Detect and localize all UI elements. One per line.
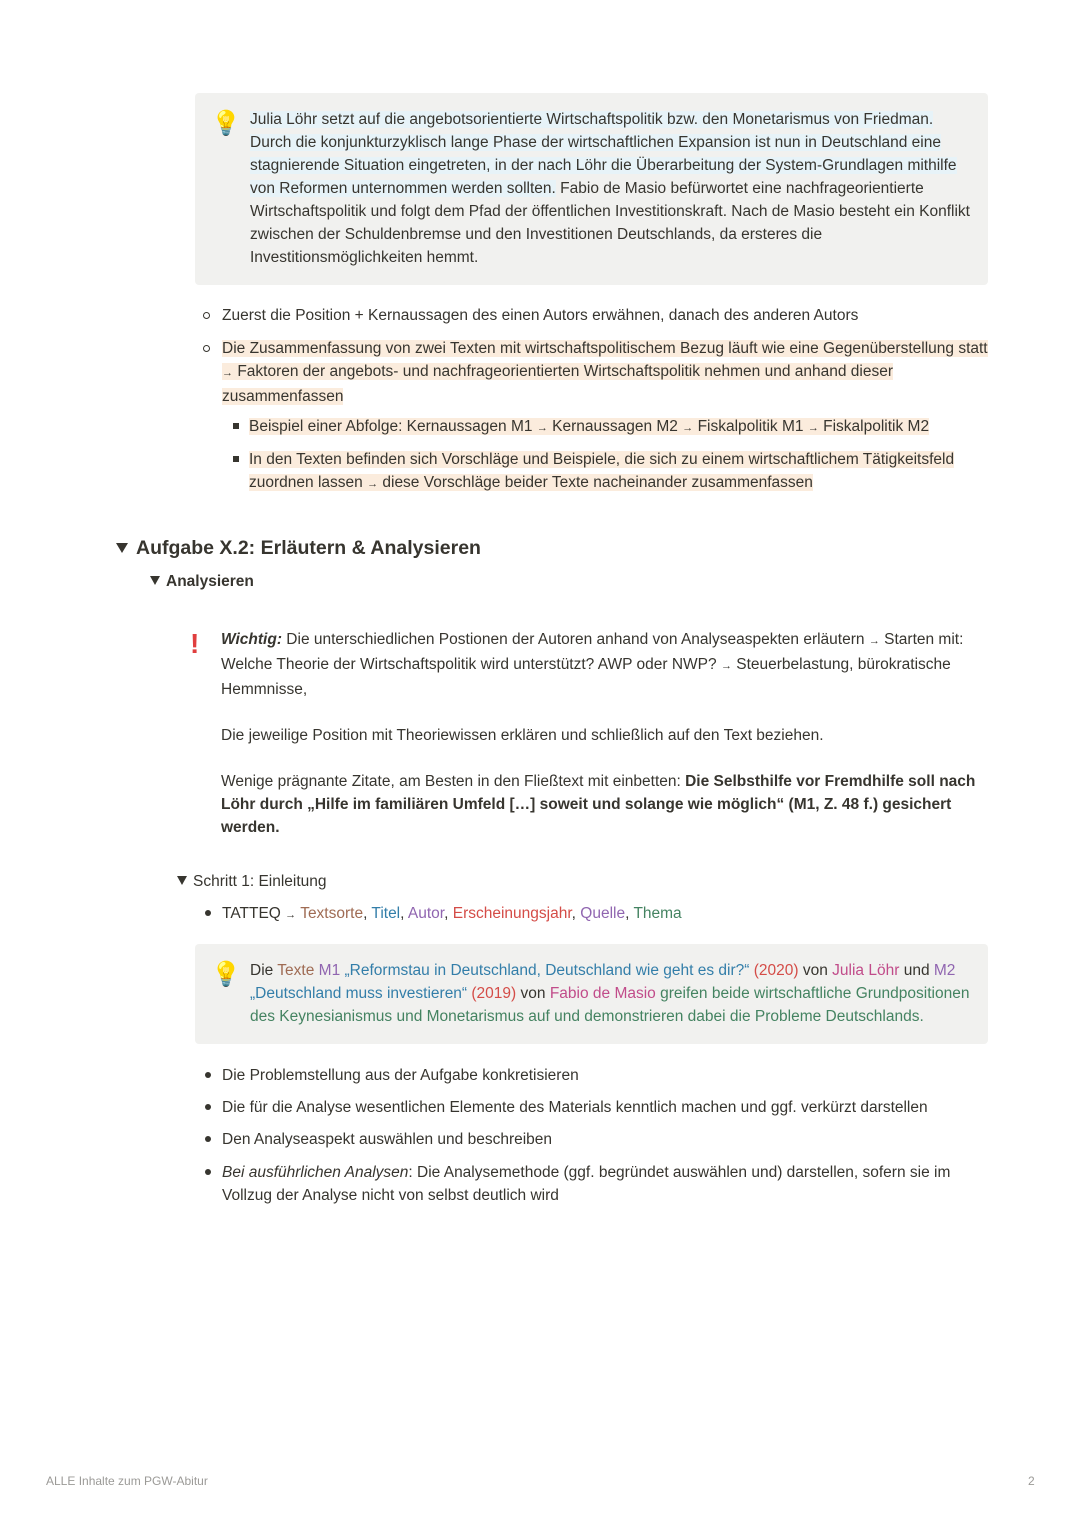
arrow-icon: → bbox=[682, 422, 694, 434]
list-bullet bbox=[233, 423, 239, 429]
callout-text bbox=[250, 108, 968, 269]
summary-callout bbox=[195, 93, 988, 285]
important-callout: Wichtig: Die unterschiedlichen Postionen der Autoren anhand von Analyseaspekten erläutern → Starten mit: Welche Theorie der Wirtschaftspolitik wird unterstützt? AWP oder NWP? → Steuerbelastung, bürokratische Hemmnisse, Die jeweilige Position mit Theoriewissen erklären und schließlich auf den Text beziehen. Wenige prägnante Zitate, am Besten in den Fließtext mit einbetten: Die Selbsthilfe vor Fremdhilfe soll nach Löhr durch „Hilfe im familiären Umfeld […] soweit und solange wie möglich“ (M1, Z. 48 f.) gesichert werden. bbox=[221, 631, 976, 836]
list-item: Den Analyseaspekt auswählen und beschreiben bbox=[222, 1131, 553, 1148]
callout-line: Fabio de Masio befürwortet eine nachfrageorientierte bbox=[555, 180, 924, 197]
toggle-triangle-icon[interactable] bbox=[150, 576, 160, 585]
callout-line: stagnierende Situation eingetreten, in der nach Löhr die Überarbeitung der System-Grundlagen mithilfe bbox=[250, 157, 957, 174]
arrow-icon: → bbox=[807, 422, 819, 434]
list-item: Die Problemstellung aus der Aufgabe konkretisieren bbox=[222, 1067, 579, 1084]
list-item: Bei ausführlichen Analysen: Die Analysemethode (ggf. begründet auswählen und) darstellen, sofern sie im Vollzug der Analyse nicht von selbst deutlich wird bbox=[222, 1164, 951, 1204]
lightbulb-icon: 💡 bbox=[211, 110, 241, 137]
toggle-triangle-icon[interactable] bbox=[116, 543, 128, 553]
exclamation-icon: ! bbox=[190, 628, 200, 659]
callout-line: Investitionsmöglichkeiten hemmt. bbox=[250, 249, 479, 266]
list-bullet bbox=[205, 910, 211, 916]
callout-line: Wirtschaftspolitik und folgt dem Pfad der öffentlichen Investitionskraft. Nach de Masio besteht ein Konflikt bbox=[250, 203, 970, 220]
callout-line: Julia Löhr setzt auf die angebotsorientierte Wirtschaftspolitik bzw. den Monetarismus von Friedman. bbox=[250, 111, 934, 128]
arrow-icon: → bbox=[367, 478, 379, 490]
list-item: Die für die Analyse wesentlichen Elemente des Materials kenntlich machen und ggf. verkürzt darstellen bbox=[222, 1099, 928, 1116]
callout-line: zwischen der Schuldenbremse und den Investitionen Deutschlands, da ersteres die bbox=[250, 226, 823, 243]
arrow-icon: → bbox=[720, 660, 732, 672]
list-item: In den Texten befinden sich Vorschläge und Beispiele, die sich zu einem wirtschaftlichem Tätigkeitsfeld zuordnen lassen → diese Vorschläge beider Texte nacheinander zusammenfassen bbox=[249, 451, 955, 491]
list-bullet bbox=[203, 312, 210, 319]
example-callout: 💡 Die Texte M1 „Reformstau in Deutschland, Deutschland wie geht es dir?“ (2020) von Julia Löhr und M2 „Deutschland muss investieren“ (2019) von Fabio de Masio greifen beide wirtschaftliche Grundpositionen des Keynesianismus und Monetarismus auf und demonstrieren dabei die Probleme Deutschlands. bbox=[195, 944, 988, 1044]
toggle-triangle-icon[interactable] bbox=[177, 876, 187, 885]
list-item: Die Zusammenfassung von zwei Texten mit wirtschaftspolitischem Bezug läuft wie eine Gegenüberstellung statt → Faktoren der angebots- und nachfrageorientierten Wirtschaftspolitik nehmen und anhand dieser zusammenfassen bbox=[222, 340, 988, 405]
arrow-icon: → bbox=[285, 909, 297, 921]
callout-line: Durch die konjunkturzyklisch lange Phase der wirtschaftlichen Expansion ist nun in Deutschland eine bbox=[250, 134, 941, 151]
step-heading[interactable]: Schritt 1: Einleitung bbox=[193, 873, 327, 890]
sub-heading[interactable]: Analysieren bbox=[166, 573, 254, 590]
list-bullet bbox=[205, 1072, 211, 1078]
arrow-icon: → bbox=[868, 635, 880, 647]
callout-line: von Reformen unternommen werden sollten. bbox=[250, 180, 556, 197]
tatteq-item: TATTEQ → Textsorte, Titel, Autor, Erscheinungsjahr, Quelle, Thema bbox=[222, 905, 682, 922]
list-bullet bbox=[203, 345, 210, 352]
list-bullet bbox=[205, 1169, 211, 1175]
footer-title: ALLE Inhalte zum PGW-Abitur bbox=[46, 1474, 208, 1488]
arrow-icon: → bbox=[222, 367, 233, 379]
wichtig-label: Wichtig: bbox=[221, 631, 282, 648]
list-bullet bbox=[205, 1104, 211, 1110]
list-item: Beispiel einer Abfolge: Kernaussagen M1 → Kernaussagen M2 → Fiskalpolitik M1 → Fiskalpolitik M2 bbox=[249, 418, 930, 435]
section-heading[interactable]: Aufgabe X.2: Erläutern & Analysieren bbox=[136, 537, 481, 559]
list-bullet bbox=[233, 456, 239, 462]
list-item: Zuerst die Position + Kernaussagen des einen Autors erwähnen, danach des anderen Autors bbox=[222, 307, 859, 324]
list-bullet bbox=[205, 1136, 211, 1142]
arrow-icon: → bbox=[536, 422, 548, 434]
lightbulb-icon: 💡 bbox=[211, 961, 241, 988]
page-number: 2 bbox=[1028, 1474, 1035, 1488]
